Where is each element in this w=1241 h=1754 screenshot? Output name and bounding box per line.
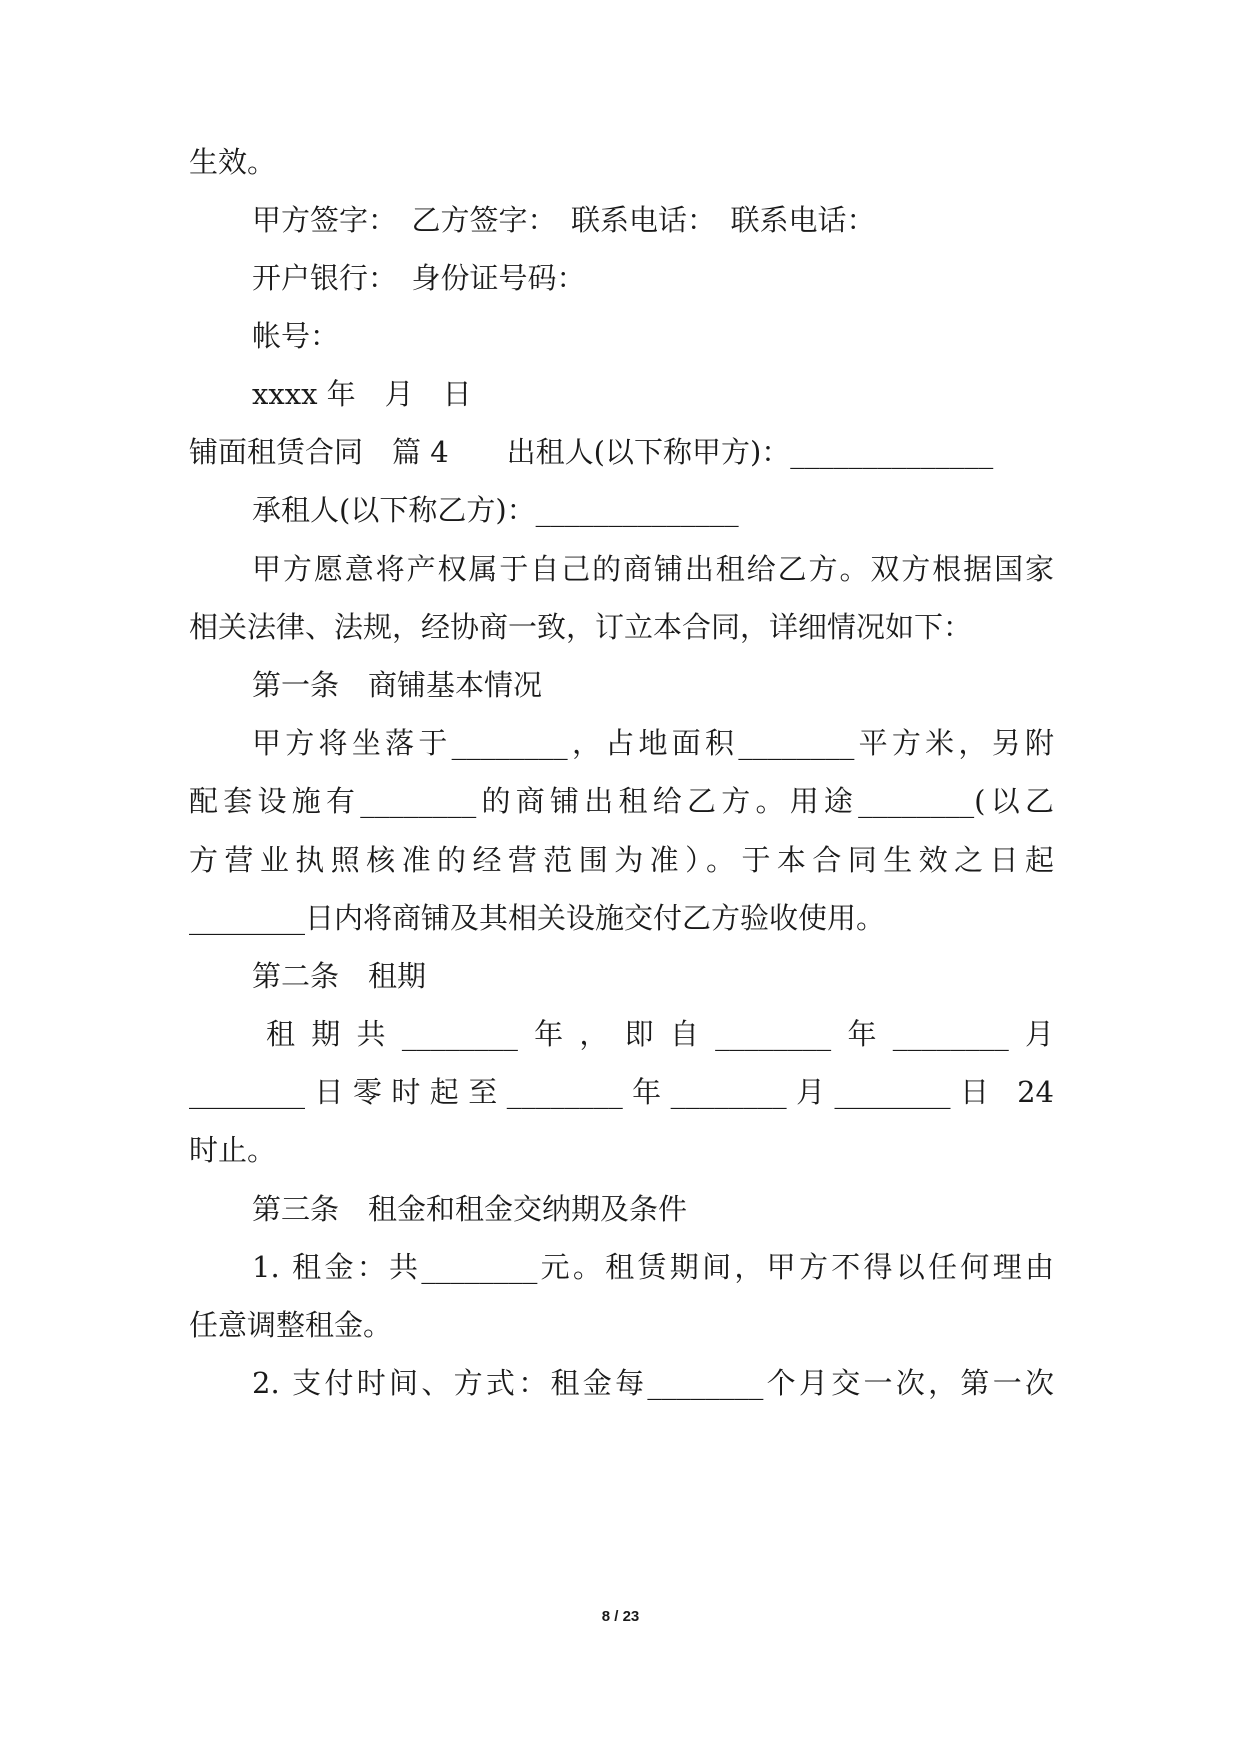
date-line: xxxx 年 月 日 [252, 377, 472, 411]
text-line: 2. 支付时间、方式：租金每________个月交一次，第一次 [252, 1366, 1054, 1400]
text-line: 1. 租金：共________元。租赁期间，甲方不得以任何理由 [252, 1250, 1054, 1284]
text-line: 配套设施有________的商铺出租给乙方。用途________(以乙 [189, 784, 1054, 818]
account-line: 帐号： [252, 319, 340, 353]
text-line: 生效。 [189, 145, 277, 179]
text-line: 任意调整租金。 [189, 1308, 393, 1342]
section-heading: 第二条 租期 [252, 959, 427, 993]
lessee-line: 承租人(以下称乙方)：______________ [252, 493, 739, 527]
contract-title-line: 铺面租赁合同 篇 4 出租人(以下称甲方)：______________ [189, 435, 994, 469]
text-line: 时止。 [189, 1133, 277, 1167]
bank-line: 开户银行： 身份证号码： [252, 261, 586, 295]
text-line: ________日零时起至________年________月________日 24 [189, 1075, 1054, 1109]
text-line: 甲方将坐落于________，占地面积________平方米，另附 [252, 726, 1054, 760]
text-line: 相关法律、法规，经协商一致，订立本合同，详细情况如下： [189, 610, 973, 644]
signature-line: 甲方签字： 乙方签字： 联系电话： 联系电话： [252, 203, 876, 237]
section-heading: 第三条 租金和租金交纳期及条件 [252, 1192, 688, 1226]
section-heading: 第一条 商铺基本情况 [252, 668, 543, 702]
text-line: 租期共________年，即自________年________月 [266, 1017, 1054, 1051]
text-line: 甲方愿意将产权属于自己的商铺出租给乙方。双方根据国家 [252, 552, 1054, 586]
page-number: 8 / 23 [601, 1608, 640, 1625]
text-line: ________日内将商铺及其相关设施交付乙方验收使用。 [189, 901, 886, 935]
text-line: 方营业执照核准的经营范围为准）。于本合同生效之日起 [189, 843, 1054, 877]
